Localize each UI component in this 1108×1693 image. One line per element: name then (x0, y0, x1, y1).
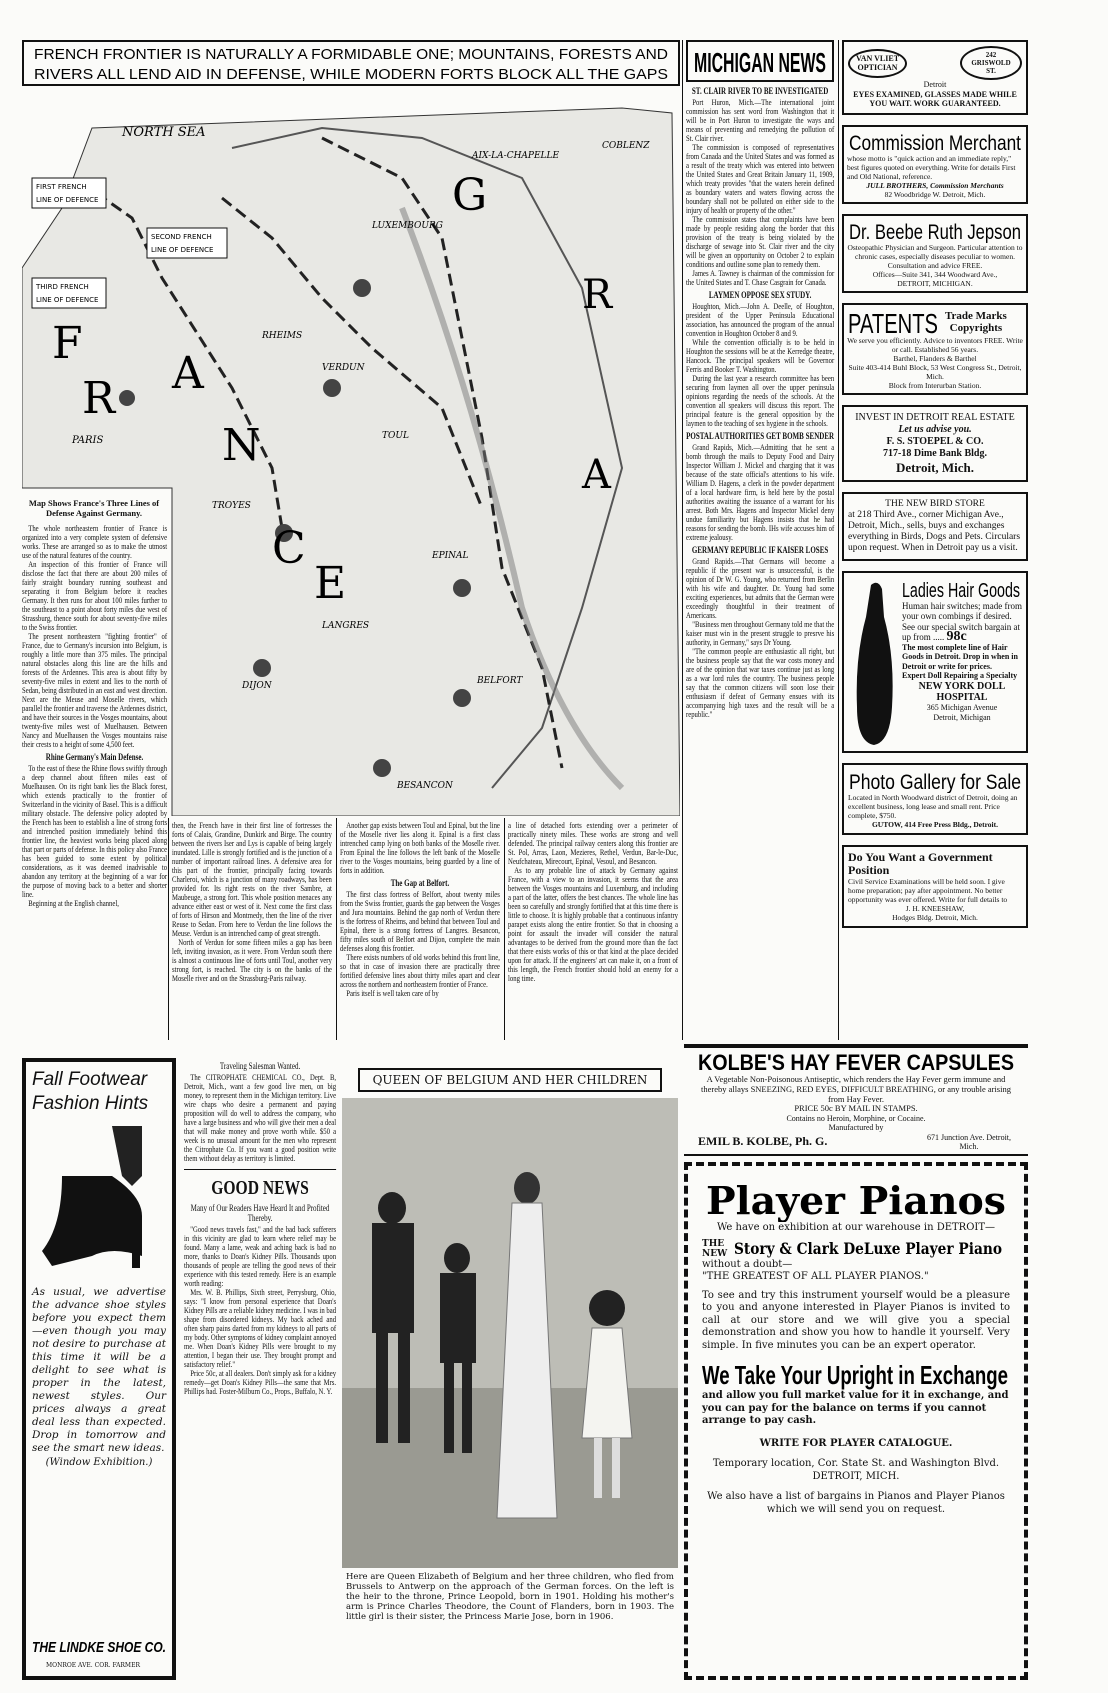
ad-firm: Barthel, Flanders & Barthel (893, 353, 977, 363)
ad-text: Civil Service Examinations will be held soon. I give home preparation; pay after appointment. No better opportunity was ever offered. Write for full details to (848, 876, 1008, 904)
ad-text: Human hair switches; made from your own combings if desired. See our special switch bargain at up from ..... (902, 600, 1022, 642)
ad-title-svg (702, 1176, 1010, 1222)
subheading: Rhine Germany's Main Defense. (45, 752, 144, 762)
ad-title-svg (848, 769, 1022, 793)
ad-text: WRITE FOR PLAYER CATALOGUE. (759, 1437, 953, 1449)
map-caption: Map Shows France's Three Lines of Defense Against Germany. (28, 498, 160, 518)
ad-text: As usual, we advertise the advance shoe styles before you expect them—even though you may not desire to purchase at this time it will be a delight to see what is proper in the latest, newest styles. Our prices always a great deal less than expected. Drop in tomorrow and see the smart new ideas. (32, 1286, 166, 1454)
ad-bird-store (842, 492, 1028, 561)
svg-text:LINE OF DEFENCE: LINE OF DEFENCE (36, 196, 99, 204)
map-letter: F (52, 318, 83, 369)
article-column-1 (22, 524, 167, 908)
ad-text: Manufactured by (828, 1123, 884, 1132)
map-letter: N (222, 420, 261, 471)
ad-headline: We Take Your Upright in Exchange (702, 1360, 1008, 1390)
paragraph: Price 50c, at all dealers. Don't simply ask for a kidney remedy—get Doan's Kidney Pills—the same that Mrs. Phillips had. Foster-Milburn Co., Props., Buffalo, N. Y. (184, 1368, 337, 1396)
ad-text: Located in North Woodward district of Detroit, doing an excellent business, long lease and small rent. Price complete, $750. (848, 792, 1018, 820)
headline-line-1: FRENCH FRONTIER IS NATURALLY A FORMIDABLE ONE; MOUNTAINS, FORESTS AND (34, 46, 669, 63)
news-heading: LAYMEN OPPOSE SEX STUDY. (708, 290, 812, 300)
paragraph: The whole northeastern frontier of France is organized into a very complete system of defensive works. These are arranged so as to make the utmost use of the natural features of the country. (22, 523, 168, 560)
ad-title-svg (684, 1048, 1028, 1074)
paragraph: While the convention officially is to be held in Houghton the sessions will be at the Kerredge theatre, Hancock. The principal speakers will be Governor Ferris and Booker T. Washington. (686, 337, 835, 374)
subheading: Many of Our Readers Have Heard It and Profited Thereby. (190, 1203, 330, 1223)
ad-title: Commission Merchant (849, 131, 1022, 154)
svg-text:LINE OF DEFENCE: LINE OF DEFENCE (151, 246, 214, 254)
ad-title: Dr. Beebe Ruth Jepson (849, 220, 1021, 243)
ad-city: Detroit, Michigan (933, 713, 991, 722)
shop-logo: THE LINDKE SHOE CO. (32, 1639, 166, 1656)
headline-box (22, 40, 680, 86)
ad-text: and allow you full market value for it in exchange, and you can pay for the balance on terms if you cannot arrange to pay cash. (702, 1390, 1009, 1426)
michigan-news-title: MICHIGAN NEWS (694, 47, 826, 78)
paragraph: The CITROPHATE CHEMICAL CO., Dept. B, Detroit, Mich., want a few good live men, on big money, to represent them in the Michigan territory. Live wire chaps who desire a permanent and paying proposition will do well to address the company, who have a large business and who will give their men a deal that will make money and prove worth while. $50 a week is no unusual amount for the men who represent the Citrophate Co. If you want a good position write them without delay as territory is limited. (184, 1072, 337, 1163)
ad-text: The most complete line of Hair Goods in Detroit. Drop in when in Detroit or write for prices. (902, 642, 1018, 671)
ad-text: EYES EXAMINED, GLASSES MADE WHILE YOU WAIT. WORK GUARANTEED. (853, 89, 1017, 108)
michigan-news-column (686, 40, 834, 719)
svg-text:THIRD FRENCH: THIRD FRENCH (36, 283, 89, 291)
ad-title-svg (847, 219, 1023, 243)
map-label-rheims: RHEIMS (262, 331, 303, 341)
map-letter: R (582, 272, 613, 318)
ad-kolbe-hay-fever (684, 1044, 1028, 1156)
ad-title: Fall Footwear (32, 1069, 148, 1090)
ad-text: Contains no Heroin, Morphine, or Cocaine. (786, 1113, 926, 1123)
map-label-besancon: BESANCON (397, 781, 453, 791)
photo-caption: Here are Queen Elizabeth of Belgium and her three children, who fled from Brussels to Antwerp on the approach of the German forces. On the left is the heir to the throne, Prince Leopold, born in 1901. Holding his mother's arm is Prince Charles Theodore, the Count of Flanders, born in 1903. The little girl is their sister, the Princess Marie Jose, born in 1906. (346, 1572, 674, 1622)
ad-city: Detroit, Mich. (895, 459, 975, 475)
paragraph: "The common people are enthusiastic all right, but the business people say that the war costs money and are of the opinion that war taxes continue just as long as a war lord rules the country. The business people say that the common citizens will soon lose their enthusiasm if defeat of Germany ensues with its accompanying high taxes and the result will be a republic." (686, 646, 835, 719)
map-label-verdun: VERDUN (322, 363, 365, 373)
ad-text: without a doubt— (702, 1258, 793, 1270)
news-heading: POSTAL AUTHORITIES GET BOMB SENDER (686, 431, 835, 441)
paragraph: Paris itself is well taken care of by (346, 988, 439, 998)
shoe-illustration (32, 1116, 170, 1276)
ad-text: "THE GREATEST OF ALL PLAYER PIANOS." (702, 1271, 929, 1282)
paragraph: The commission is composed of representatives from Canada and the United States and was formed as a result of the treaty which was entered into between the United States and Great Britain January 11, 1909, which treaty provides "that the waters herein defined as boundary waters and waters flowing across the boundary shall not be polluted on either side to the injury of health or property of the other." (686, 142, 835, 215)
optician-address: 242 GRISWOLD ST. (960, 46, 1022, 80)
map-label-dijon: DIJON (242, 681, 272, 691)
ad-photo-gallery (842, 763, 1028, 835)
ad-text: We serve you efficiently. Advice to inventors FREE. Write or call. Established 56 years. (847, 335, 1023, 354)
ad-title: PATENTS (848, 307, 938, 336)
ad-text: Let us advise you. (898, 423, 972, 435)
paragraph: As to any probable line of attack by Germany against France, with a view to an invasion, it seems that the area between the Vosges mountains and Luxemburg, and including a part of the latter, offers the best chances. The whole line has been so carefully and strongly fortified that at this time there is little to choose. It is highly probable that a continuous infantry parapet exists along the entire frontier. So that in choosing a point for assault the invader will consider the natural advantages to be derived from the ground more than the fact that there exists works of this or that kind at the place decided upon for attack. If the engineers' art can make it, on a front of this length, the French frontier should hold an enemy for a long time. (508, 865, 679, 983)
paragraph: then, the French have in their first line of fortresses the forts of Calais, Grandine, Dunkirk and Birge. The country between the rivers Iser and Lys is capable of being largely inundated. Lille is strongly fortified and is the junction of a number of important railroad lines. A defensive area for this part of the frontier, principally facing towards Charleroi, which is a junction of many roadways, has been provided for. Its right rests on the river Sambre, at Maubeuge, a strong fort. This whole position menaces any advance either east or west of it. Next come the first class of forts of Hirson and Montmedy, then the line of the river Reuse to Sedan. From here to Verdun the line follows the Meuse. Verdun is an intrenched camp of great strength. (172, 820, 332, 938)
optician-sub: OPTICIAN (857, 63, 898, 72)
michigan-news-masthead (688, 42, 832, 80)
paragraph: To the east of these the Rhine flows swiftly through a deep channel about fifteen miles east of Muelhausen. On its right bank lies the Black forest, which extends practically to the frontier of Switzerland in the vicinity of Basel. This is a difficult military obstacle. The defensive policy adopted by the French has been to establish a line of strong forts and intrenched position immediately behind this frontier line, the heaviest works being placed along that part or parts of defense. In this policy also France has been guided to some extent by political considerations, as it was deemed inadvisable to abandon any territory at the beginning of a war for the purpose of moving back to a better and shorter line. (22, 763, 168, 899)
headline-line-2: RIVERS ALL LEND AID IN DEFENSE, WHILE MODERN FORTS BLOCK ALL THE GAPS (34, 66, 668, 83)
paragraph: There exists numbers of old works behind this front line, so that in case of invasion there are practically three fortified defensive lines about thirty miles apart and clear across the northern and northeastern frontier of France. (340, 952, 500, 989)
photo-title: QUEEN OF BELGIUM AND HER CHILDREN (358, 1068, 662, 1092)
ad-title: THE NEW BIRD STORE (885, 498, 985, 509)
ad-sub: Trade Marks (945, 309, 1007, 322)
city: Detroit (923, 80, 947, 89)
ad-name: EMIL B. KOLBE, Ph. G. (698, 1134, 828, 1149)
ad-product: Story & Clark DeLuxe Player Piano (734, 1238, 1003, 1258)
paragraph: During the last year a research committee has been securing from laymen all over the upper peninsula opinions regarding the needs of the schools. At the convention all speakers will discuss this report. The principal feature is the general opposition by the laymen to the teaching of sex hygiene in the schools. (686, 373, 835, 428)
map-label-epinal: EPINAL (432, 551, 469, 561)
ad-price: PRICE 50c BY MAIL IN STAMPS. (794, 1103, 918, 1113)
shop-address: MONROE AVE. COR. FARMER (46, 1662, 140, 1669)
paragraph: The present northeastern "fighting frontier" of France, due to Germany's incursion into Belgium, is roughly a little more than 375 miles. The principal natural obstacles along this line are the hills and forests of the Ardennes. This area is about fifty by seventy-five miles in extent and lies to the north of Sedan, being distributed in an east and west direction. Next are the Meuse and Moselle rivers, which parallel the frontier and traverse the Ardennes district, and have their sources in the Vosges mountains, about twenty-five miles west of Muelhausen. Between Nancy and Muelhausen the Vosges mountains raise their crests to a height of some 4,500 feet. (22, 631, 168, 749)
ad-text: To see and try this instrument yourself would be a pleasure to you and anyone interested in Player Pianos is invited to call at our store and we will give you a special demonstration and show you how to handle it yourself. Very simple. In five minutes you can be an expert operator. (702, 1289, 1010, 1351)
article-column-2 (172, 821, 332, 983)
map-letter: R (82, 373, 116, 424)
ad-hair-goods (842, 571, 1028, 753)
svg-text:FIRST FRENCH: FIRST FRENCH (36, 183, 87, 191)
ad-address: Hodges Bldg. Detroit, Mich. (892, 912, 978, 922)
ad-fall-footwear (22, 1058, 176, 1680)
paragraph: North of Verdun for some fifteen miles a gap has been left, inviting invasion, as it were. From Verdun south there is almost a continuous line of forts until Toul, another very strong fort, is reached. The city is on the banks of the Moselle river and on the Strassburg-Paris railway. (172, 937, 332, 983)
ad-text: Expert Doll Repairing a Specialty (902, 671, 1018, 680)
map-letter: G (452, 170, 488, 221)
news-heading: GERMANY REPUBLIC IF KAISER LOSES (691, 545, 829, 555)
ad-title-svg (902, 577, 1022, 601)
ad-text: at 218 Third Ave., corner Michigan Ave., Detroit, Mich., sells, buys and exchanges everything in Birds, Dogs and Pets. Circulars upon request. When in Detroit pay us a visit. (848, 509, 1021, 553)
paragraph: The first class fortress of Belfort, about twenty miles from the Swiss frontier, guards the gap between the Vosges and Jura mountains. Behind the gap north of Verdun there is the fortress of Rheims, and behind that between Toul and Epinal, there is a strong fortress of Langres. Besancon, fifty miles south of Belfort and Dijon, complete the main defenses along this frontier. (340, 889, 500, 953)
map-label-paris: PARIS (72, 435, 104, 446)
queen-and-children-photo (342, 1098, 678, 1568)
ad-name: J. H. KNEESHAW, (905, 903, 965, 913)
ad-van-vliet (842, 40, 1028, 115)
map-letter: A (172, 348, 204, 399)
shop-logo-svg (32, 1636, 170, 1656)
ad-jepson (842, 214, 1028, 293)
ad-firm: JULL BROTHERS, Commission Merchants (866, 180, 1004, 190)
ad-product-svg (734, 1239, 1004, 1259)
map-label-north-sea: NORTH SEA (122, 125, 206, 140)
ad-text: Osteopathic Physician and Surgeon. Particular attention to chronic cases, especially diseases peculiar to women. Consultation and advice FREE. (847, 242, 1023, 270)
ad-note: (Window Exhibition.) (45, 1457, 153, 1468)
paragraph: a line of detached forts extending over a perimeter of practically ninety miles. These works are strong and well defended. The principal railway centers along this frontier are St. Pol, Arras, Laon, Mezieres, Rethel, Verdun, Bar-le-Duc, Neufchateau, Mirecourt, Epinal, Vesoul, and Besancon. (508, 820, 679, 866)
ad-note: Block from Interurban Station. (888, 380, 982, 390)
good-news-title: GOOD NEWS (211, 1177, 309, 1199)
ad-address: 671 Junction Ave. Detroit, Mich. (926, 1132, 1012, 1151)
ad-address: Temporary location, Cor. State St. and Washington Blvd. DETROIT, MICH. (712, 1458, 1000, 1482)
ad-commission-merchant (842, 125, 1028, 204)
ad-title: INVEST IN DETROIT REAL ESTATE (855, 411, 1015, 423)
ad-address: GUTOW, 414 Free Press Bldg., Detroit. (871, 819, 999, 829)
map-label-langres: LANGRES (322, 621, 370, 631)
paragraph: James A. Tawney is chairman of the commission for the United States and T. Chase Casgrain for Canada. (686, 268, 835, 287)
subheading: The Gap at Belfort. (390, 878, 450, 888)
ads-column (842, 40, 1028, 938)
ad-title: KOLBE'S HAY FEVER CAPSULES (698, 1050, 1014, 1074)
paragraph: Houghton, Mich.—John A. Deelle, of Houghton, president of the Upper Peninsula Educational association, has announced the program of the annual convention in Houghton October 8 and 9. (686, 301, 835, 338)
queen-photo-section (342, 1058, 678, 1680)
ad-title-svg (847, 130, 1023, 154)
hair-switch-illustration (848, 577, 898, 747)
paragraph: Mrs. W. B. Phillips, Sixth street, Perrysburg, Ohio, says: "I know from personal experience that Doan's Kidney Pills are a reliable kidney medicine. I was in bad shape from disordered kidneys. My back ached and often sharp pains darted from my kidneys to all parts of my body. Other symptoms of kidney complaint annoyed me. When Doan's Kidney Pills were brought to my attention, I began their use. They brought prompt and satisfactory relief." (184, 1287, 337, 1369)
map-letter: A (582, 452, 611, 498)
paragraph: Beginning at the English channel, (28, 898, 119, 908)
ad-player-pianos (684, 1162, 1028, 1680)
ad-text: THE NEW (702, 1238, 728, 1259)
ad-title: Ladies Hair Goods (902, 579, 1020, 601)
map-label-aix: AIX-LA-CHAPELLE (472, 151, 560, 161)
ad-address: 82 Woodbridge W. Detroit, Mich. (884, 189, 986, 199)
ad-title: Photo Gallery for Sale (849, 770, 1021, 793)
ad-real-estate (842, 405, 1028, 482)
map-label-belfort: BELFORT (477, 676, 523, 686)
map-letter: C (272, 523, 306, 574)
ad-text: whose motto is "quick action and an immediate reply," best figures quoted on everything. Write for details First and Old National, reference. (847, 153, 1016, 181)
ad-sub: Copyrights (949, 321, 1003, 334)
ad-address: 365 Michigan Avenue (926, 702, 998, 712)
ad-city: DETROIT, MICHIGAN. (897, 278, 973, 288)
map-label-toul: TOUL (382, 431, 409, 441)
ad-price: 98c (946, 629, 967, 644)
map-label-coblenz: COBLENZ (602, 141, 650, 151)
ad-government-position (842, 845, 1028, 928)
ad-address: 717-18 Dime Bank Bldg. (883, 447, 987, 459)
ad-title: Fashion Hints (32, 1093, 149, 1114)
map-letter: E (314, 558, 347, 609)
paragraph: An inspection of this frontier of France will disclose the fact that there are about 200 miles of fairly straight boundary running southeast and separating it from Belgium before it reaches Germany. It then runs for about 100 miles further to the southeast to a point about forty miles due west of Strassburg, thence south for about seventy-five miles to the Swiss frontier. (22, 559, 168, 632)
ad-text: We have on exhibition at our warehouse in DETROIT— (716, 1222, 996, 1233)
middle-bottom-column (184, 1058, 336, 1396)
ad-text: We also have a list of bargains in Pianos and Player Pianos which we will send you on request. (707, 1491, 1005, 1515)
ad-text: A Vegetable Non-Poisonous Antiseptic, which renders the Hay Fever germ immune and thereby allays SNEEZING, RED EYES, DIFFICULT BREATHING, or any trouble arising from Hay Fever. (701, 1074, 1011, 1104)
ad-title: Player Pianos (706, 1178, 1006, 1222)
headline (24, 42, 678, 84)
ad-title-svg (847, 308, 939, 336)
ad-headline-svg (702, 1358, 1010, 1390)
ad-title: Do You Want a Government Position (848, 849, 993, 877)
article-column-3 (340, 821, 500, 998)
paragraph: "Business men throughout Germany told me that the kaiser must win in the present struggle to presrve his authority, in Germany," says Dr Young. (686, 619, 835, 647)
news-heading: ST. CLAIR RIVER TO BE INVESTIGATED (691, 86, 829, 96)
article-column-4 (508, 821, 678, 983)
ad-address: Offices—Suite 341, 344 Woodward Ave., (872, 269, 998, 279)
paragraph: "Good news travels fast," and the bad back sufferers in this vicinity are glad to learn where relief may be found. Many a lame, weak and aching back is bad no more, thanks to Doan's Kidney Pills. Thousands upon thousands of people are telling the good news of their experience with this tested remedy. Here is an example worth reading: (184, 1224, 337, 1288)
optician-name: VAN VLIET (856, 53, 900, 63)
paragraph: Grand Rapids.—That Germans will become a republic if the present war is unsuccessful, is the opinion of Dr W. G. Young, who returned from Berlin with his wife and daughter. Dr. Young had some exciting experiences, but admits that the German were exceedingly thoughtful in their treatment of Americans. (686, 556, 835, 620)
paragraph: Grand Rapids, Mich.—Admitting that he sent a bomb through the mails to Deputy Food and Dairy Inspector William J. Mickel and charging that it was because of the state official's attentions to his wife. William D. Hagens, a clerk in the powder department of a local hardware firm, is held here by the postal authorities awaiting the issuance of a warrant for his arrest. Both Mrs. Hagens and Inspector Mickel deny undue familiarity but Hagens insists that he had reasons for sending the bomb. IHs wife accuses him of extreme jealousy. (686, 442, 835, 542)
ad-firm: F. S. STOEPEL & CO. (886, 435, 984, 447)
svg-text:SECOND FRENCH: SECOND FRENCH (151, 233, 212, 241)
map-label-troyes: TROYES (212, 501, 251, 511)
ad-address: Suite 403-414 Buhl Block, 53 West Congress St., Detroit, Mich. (848, 362, 1022, 381)
ad-firm: NEW YORK DOLL HOSPITAL (918, 680, 1006, 703)
map-label-luxembourg: LUXEMBOURG (372, 221, 443, 231)
paragraph: Port Huron, Mich.—The international joint commission has sent word from Washington that it will be in Port Huron to investigate the ways and means of preventing and remedying the pollution of St. Clair river. (686, 97, 835, 143)
ad-title: Traveling Salesman Wanted. (219, 1061, 301, 1071)
ad-patents (842, 303, 1028, 395)
svg-text:LINE OF DEFENCE: LINE OF DEFENCE (36, 296, 99, 304)
paragraph: Another gap exists between Toul and Epinal, but the line of the Moselle river lies along it. Epinal is a first class intrenched camp lying on both banks of the Moselle river. From Epinal the line follows the left bank of the Moselle river to the Vosges mountains, being guarded by a line of forts in addition. (340, 820, 500, 875)
paragraph: The commission states that complaints have been made by people residing along the border that this provision of the treaty is being violated by the discharge of sewage into St. Clair river and the city will be given an opportunity on October 2 to explain conditions and outline some plan to remedy them. (686, 214, 835, 269)
